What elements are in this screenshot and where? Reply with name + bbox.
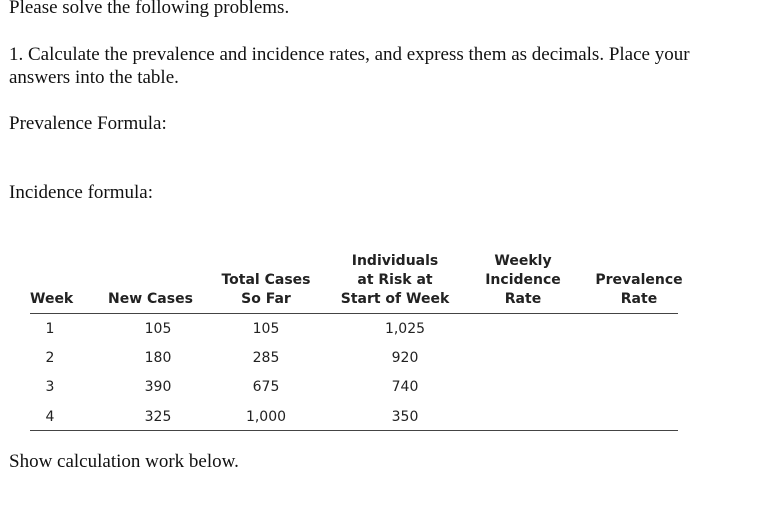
question-text-line-1: Calculate the prevalence and incidence rates, and express them as decimals. Place your	[23, 44, 690, 65]
header-at-risk-3: Start of Week	[340, 291, 450, 307]
cell-total-cases: 285	[252, 350, 280, 366]
show-work-label: Show calculation work below.	[9, 451, 239, 472]
cell-total-cases: 675	[252, 379, 280, 395]
cell-at-risk: 920	[391, 350, 419, 366]
intro-text: Please solve the following problems.	[9, 0, 290, 18]
cell-total-cases: 105	[252, 321, 280, 337]
cell-week: 4	[45, 409, 55, 425]
cell-at-risk: 350	[391, 409, 419, 425]
cell-new-cases: 390	[144, 379, 172, 395]
header-new-cases: New Cases	[108, 291, 193, 307]
cell-week: 3	[45, 379, 55, 395]
prevalence-formula-label: Prevalence Formula:	[9, 113, 167, 134]
header-weekly-incidence-1: Weekly	[494, 253, 552, 269]
cell-at-risk: 740	[391, 379, 419, 395]
header-at-risk-1: Individuals	[351, 253, 439, 269]
question-1-line-1	[9, 44, 690, 66]
cell-new-cases: 325	[144, 409, 172, 425]
cell-week: 1	[45, 321, 55, 337]
header-prevalence-2: Rate	[620, 291, 658, 307]
question-1-line-2: answers into the table.	[9, 67, 179, 88]
header-prevalence-1: Prevalence	[595, 272, 683, 288]
header-total-cases-1: Total Cases	[221, 272, 311, 288]
cell-new-cases: 180	[144, 350, 172, 366]
cell-at-risk: 1,025	[384, 321, 426, 337]
header-at-risk-2: at Risk at	[357, 272, 433, 288]
footer-rule	[30, 430, 678, 431]
question-number: 1.	[9, 44, 24, 65]
header-weekly-incidence-3: Rate	[504, 291, 542, 307]
incidence-formula-label: Incidence formula:	[9, 182, 154, 203]
header-week: Week	[30, 291, 74, 307]
header-total-cases-2: So Far	[241, 291, 291, 307]
cell-week: 2	[45, 350, 55, 366]
cell-new-cases: 105	[144, 321, 172, 337]
cell-total-cases: 1,000	[245, 409, 287, 425]
header-weekly-incidence-2: Incidence	[485, 272, 561, 288]
header-rule	[30, 313, 678, 314]
